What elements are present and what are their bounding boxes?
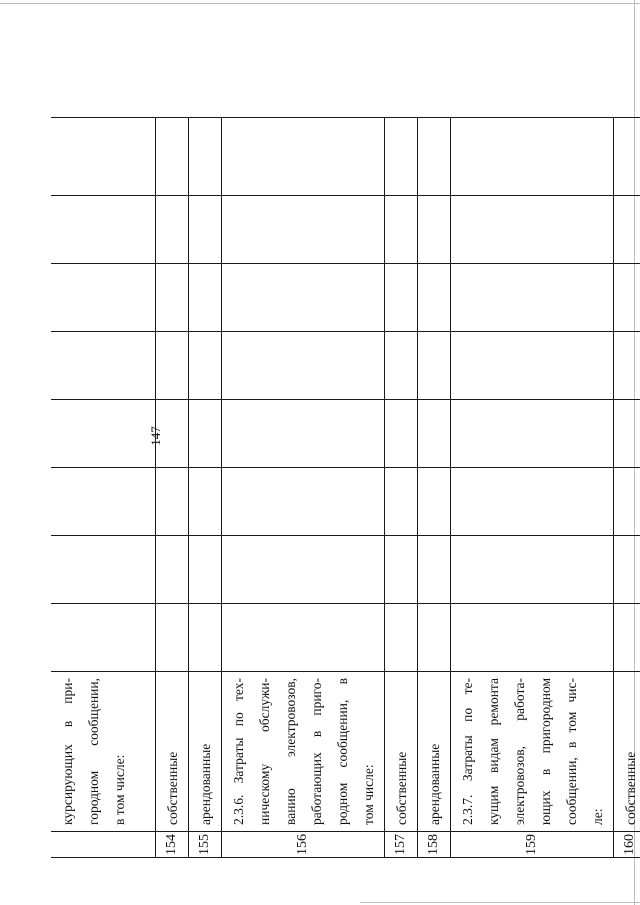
empty-value-cell bbox=[417, 196, 450, 264]
empty-value-cell bbox=[155, 118, 188, 196]
empty-value-cell bbox=[51, 196, 155, 264]
empty-value-cell bbox=[221, 332, 384, 400]
label-line: арендованные bbox=[426, 743, 442, 825]
empty-value-cell bbox=[188, 264, 221, 332]
label-line: кущим видам ремонта bbox=[485, 678, 501, 825]
empty-value-cell bbox=[450, 118, 613, 196]
label-line: городном сообщении, bbox=[86, 678, 101, 825]
table-row bbox=[221, 118, 384, 858]
empty-value-cell bbox=[450, 536, 613, 604]
row-label-cell bbox=[51, 672, 155, 832]
empty-value-cell bbox=[221, 264, 384, 332]
empty-value-cell bbox=[221, 536, 384, 604]
empty-value-cell bbox=[221, 118, 384, 196]
label-line: арендованные bbox=[197, 743, 213, 825]
empty-value-cell bbox=[613, 468, 640, 536]
row-label-cell bbox=[613, 672, 640, 832]
empty-value-cell bbox=[450, 468, 613, 536]
empty-value-cell bbox=[384, 604, 417, 672]
empty-value-cell bbox=[417, 118, 450, 196]
empty-value-cell bbox=[51, 332, 155, 400]
empty-value-cell bbox=[613, 264, 640, 332]
label-line: электровозов, работа- bbox=[511, 678, 527, 825]
scan-edge-top bbox=[0, 3, 640, 4]
empty-value-cell bbox=[450, 196, 613, 264]
empty-value-cell bbox=[155, 468, 188, 536]
table-row bbox=[417, 118, 450, 858]
label-line: том числе: bbox=[360, 764, 376, 825]
empty-value-cell bbox=[613, 400, 640, 468]
empty-value-cell bbox=[155, 332, 188, 400]
empty-value-cell bbox=[188, 604, 221, 672]
label-line: родном сообщении, в bbox=[334, 678, 350, 825]
empty-value-cell bbox=[613, 332, 640, 400]
empty-value-cell bbox=[51, 264, 155, 332]
empty-value-cell bbox=[221, 400, 384, 468]
empty-value-cell bbox=[155, 400, 188, 468]
row-label-cell bbox=[221, 672, 384, 832]
empty-value-cell bbox=[51, 468, 155, 536]
row-label-cell bbox=[450, 672, 613, 832]
empty-value-cell bbox=[417, 536, 450, 604]
empty-value-cell bbox=[450, 264, 613, 332]
empty-value-cell bbox=[221, 604, 384, 672]
row-label-cell bbox=[155, 672, 188, 832]
table-row bbox=[384, 118, 417, 858]
empty-value-cell bbox=[613, 536, 640, 604]
label-line: ле: bbox=[589, 808, 605, 825]
row-number-cell: 157 bbox=[384, 832, 417, 858]
empty-value-cell bbox=[384, 264, 417, 332]
table-row bbox=[51, 118, 155, 858]
scan-edge-bottom bbox=[360, 902, 640, 903]
row-number-cell: 155 bbox=[188, 832, 221, 858]
empty-value-cell bbox=[613, 118, 640, 196]
empty-value-cell bbox=[417, 604, 450, 672]
empty-value-cell bbox=[417, 332, 450, 400]
row-number-cell: 158 bbox=[417, 832, 450, 858]
label-line: ющих в пригородном bbox=[537, 678, 553, 825]
row-number-cell: 159 bbox=[450, 832, 613, 858]
empty-value-cell bbox=[450, 332, 613, 400]
page-number: 147 bbox=[148, 426, 163, 446]
empty-value-cell bbox=[155, 536, 188, 604]
empty-value-cell bbox=[221, 468, 384, 536]
row-number-cell: 156 bbox=[221, 832, 384, 858]
empty-value-cell bbox=[51, 604, 155, 672]
row-number-cell: 160 bbox=[613, 832, 640, 858]
empty-value-cell bbox=[51, 536, 155, 604]
empty-value-cell bbox=[613, 604, 640, 672]
empty-value-cell bbox=[384, 468, 417, 536]
label-line: в том числе: bbox=[112, 754, 127, 825]
rotated-table-wrapper bbox=[51, 118, 638, 858]
empty-value-cell bbox=[188, 400, 221, 468]
empty-value-cell bbox=[384, 332, 417, 400]
empty-value-cell bbox=[417, 400, 450, 468]
empty-value-cell bbox=[188, 118, 221, 196]
empty-value-cell bbox=[188, 468, 221, 536]
label-line: собственные bbox=[393, 751, 409, 825]
row-label-cell bbox=[417, 672, 450, 832]
label-line: сообщении, в том чис- bbox=[563, 678, 579, 825]
row-label-cell bbox=[188, 672, 221, 832]
empty-value-cell bbox=[188, 196, 221, 264]
empty-value-cell bbox=[155, 196, 188, 264]
label-line: собственные bbox=[164, 751, 180, 825]
row-number-cell bbox=[51, 832, 155, 858]
empty-value-cell bbox=[613, 196, 640, 264]
table-row bbox=[450, 118, 613, 858]
table-row bbox=[188, 118, 221, 858]
empty-value-cell bbox=[417, 264, 450, 332]
empty-value-cell bbox=[417, 468, 450, 536]
label-line: курсирующих в при- bbox=[60, 678, 75, 825]
empty-value-cell bbox=[188, 536, 221, 604]
empty-value-cell bbox=[384, 196, 417, 264]
label-line: работающих в приго- bbox=[308, 678, 324, 825]
empty-value-cell bbox=[155, 264, 188, 332]
empty-value-cell bbox=[384, 536, 417, 604]
table-row bbox=[155, 118, 188, 858]
empty-value-cell bbox=[51, 400, 155, 468]
empty-value-cell bbox=[450, 400, 613, 468]
empty-value-cell bbox=[51, 118, 155, 196]
row-label-cell bbox=[384, 672, 417, 832]
empty-value-cell bbox=[384, 118, 417, 196]
data-table bbox=[51, 117, 640, 858]
empty-value-cell bbox=[155, 604, 188, 672]
row-number-cell: 154 bbox=[155, 832, 188, 858]
empty-value-cell bbox=[450, 604, 613, 672]
table-row bbox=[613, 118, 640, 858]
label-line: собственные bbox=[622, 751, 638, 825]
label-line: 2.3.6. Затраты по тех- bbox=[230, 678, 246, 825]
empty-value-cell bbox=[188, 332, 221, 400]
label-line: ванию электровозов, bbox=[282, 678, 298, 825]
label-line: ническому обслужи- bbox=[256, 678, 272, 825]
empty-value-cell bbox=[384, 400, 417, 468]
empty-value-cell bbox=[221, 196, 384, 264]
label-line: 2.3.7. Затраты по те- bbox=[459, 678, 475, 825]
